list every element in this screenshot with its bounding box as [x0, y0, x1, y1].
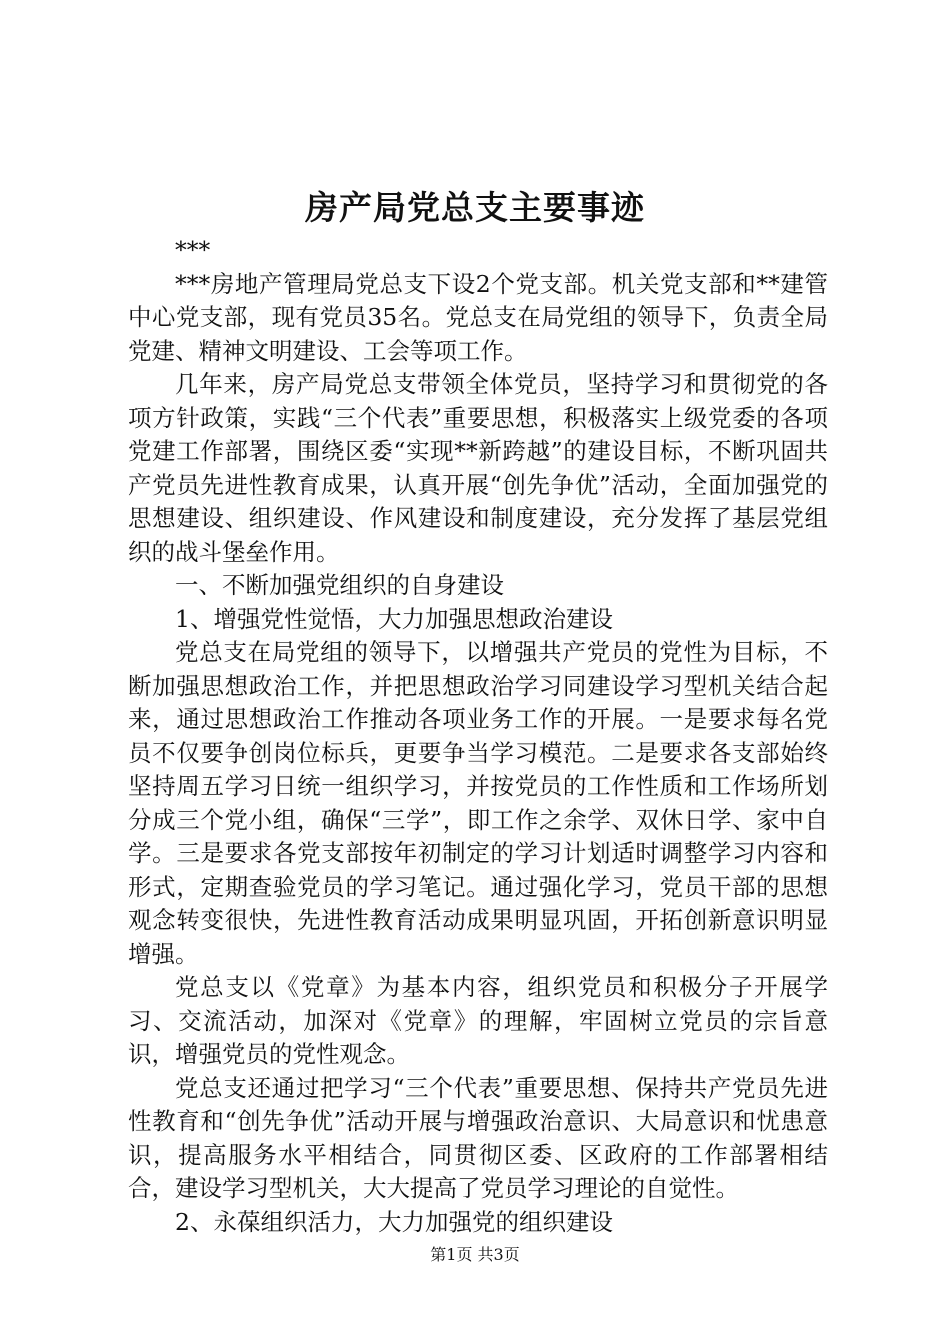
page-footer: 第1页 共3页: [430, 1245, 520, 1264]
document-title: 房产局党总支主要事迹: [305, 188, 645, 227]
paragraph: ***: [175, 236, 211, 264]
paragraph: ***房地产管理局党总支下设2个党支部。机关党支部和**建管中心党支部，现有党员35名。党总支在局党组的领导下，负责全局党建、精神文明建设、工会等项工作。: [128, 269, 828, 365]
paragraph: 几年来，房产局党总支带领全体党员，坚持学习和贯彻党的各项方针政策，实践“三个代表”重要思想，积极落实上级党委的各项党建工作部署，围绕区委“实现**新跨越”的建设目标，不断巩固共产党员先进性教育成果，认真开展“创先争优”活动，全面加强党的思想建设、组织建设、作风建设和制度建设，充分发挥了基层党组织的战斗堡垒作用。: [128, 370, 828, 566]
subsection-heading: 1、增强党性觉悟，大力加强思想政治建设: [175, 604, 613, 633]
paragraph: 党总支在局党组的领导下，以增强共产党员的党性为目标，不断加强思想政治工作，并把思想政治学习同建设学习型机关结合起来，通过思想政治工作推动各项业务工作的开展。一是要求每名党员不仅要争创岗位标兵，更要争当学习模范。二是要求各支部始终坚持周五学习日统一组织学习，并按党员的工作性质和工作场所划分成三个党小组，确保“三学”，即工作之余学、双休日学、家中自学。三是要求各党支部按年初制定的学习计划适时调整学习内容和形式，定期查验党员的学习笔记。通过强化学习，党员干部的思想观念转变很快，先进性教育活动成果明显巩固，开拓创新意识明显增强。: [128, 638, 828, 968]
document-body: [128, 234, 828, 1239]
subsection-heading: 2、永葆组织活力，大力加强党的组织建设: [175, 1207, 613, 1236]
section-heading: 一、不断加强党组织的自身建设: [175, 571, 504, 599]
paragraph: 党总支还通过把学习“三个代表”重要思想、保持共产党员先进性教育和“创先争优”活动开展与增强政治意识、大局意识和忧患意识，提高服务水平相结合，同贯彻区委、区政府的工作部署相结合，建设学习型机关，大大提高了党员学习理论的自觉性。: [128, 1073, 828, 1202]
paragraph: 党总支以《党章》为基本内容，组织党员和积极分子开展学习、交流活动，加深对《党章》的理解，牢固树立党员的宗旨意识，增强党员的党性观念。: [128, 973, 828, 1068]
